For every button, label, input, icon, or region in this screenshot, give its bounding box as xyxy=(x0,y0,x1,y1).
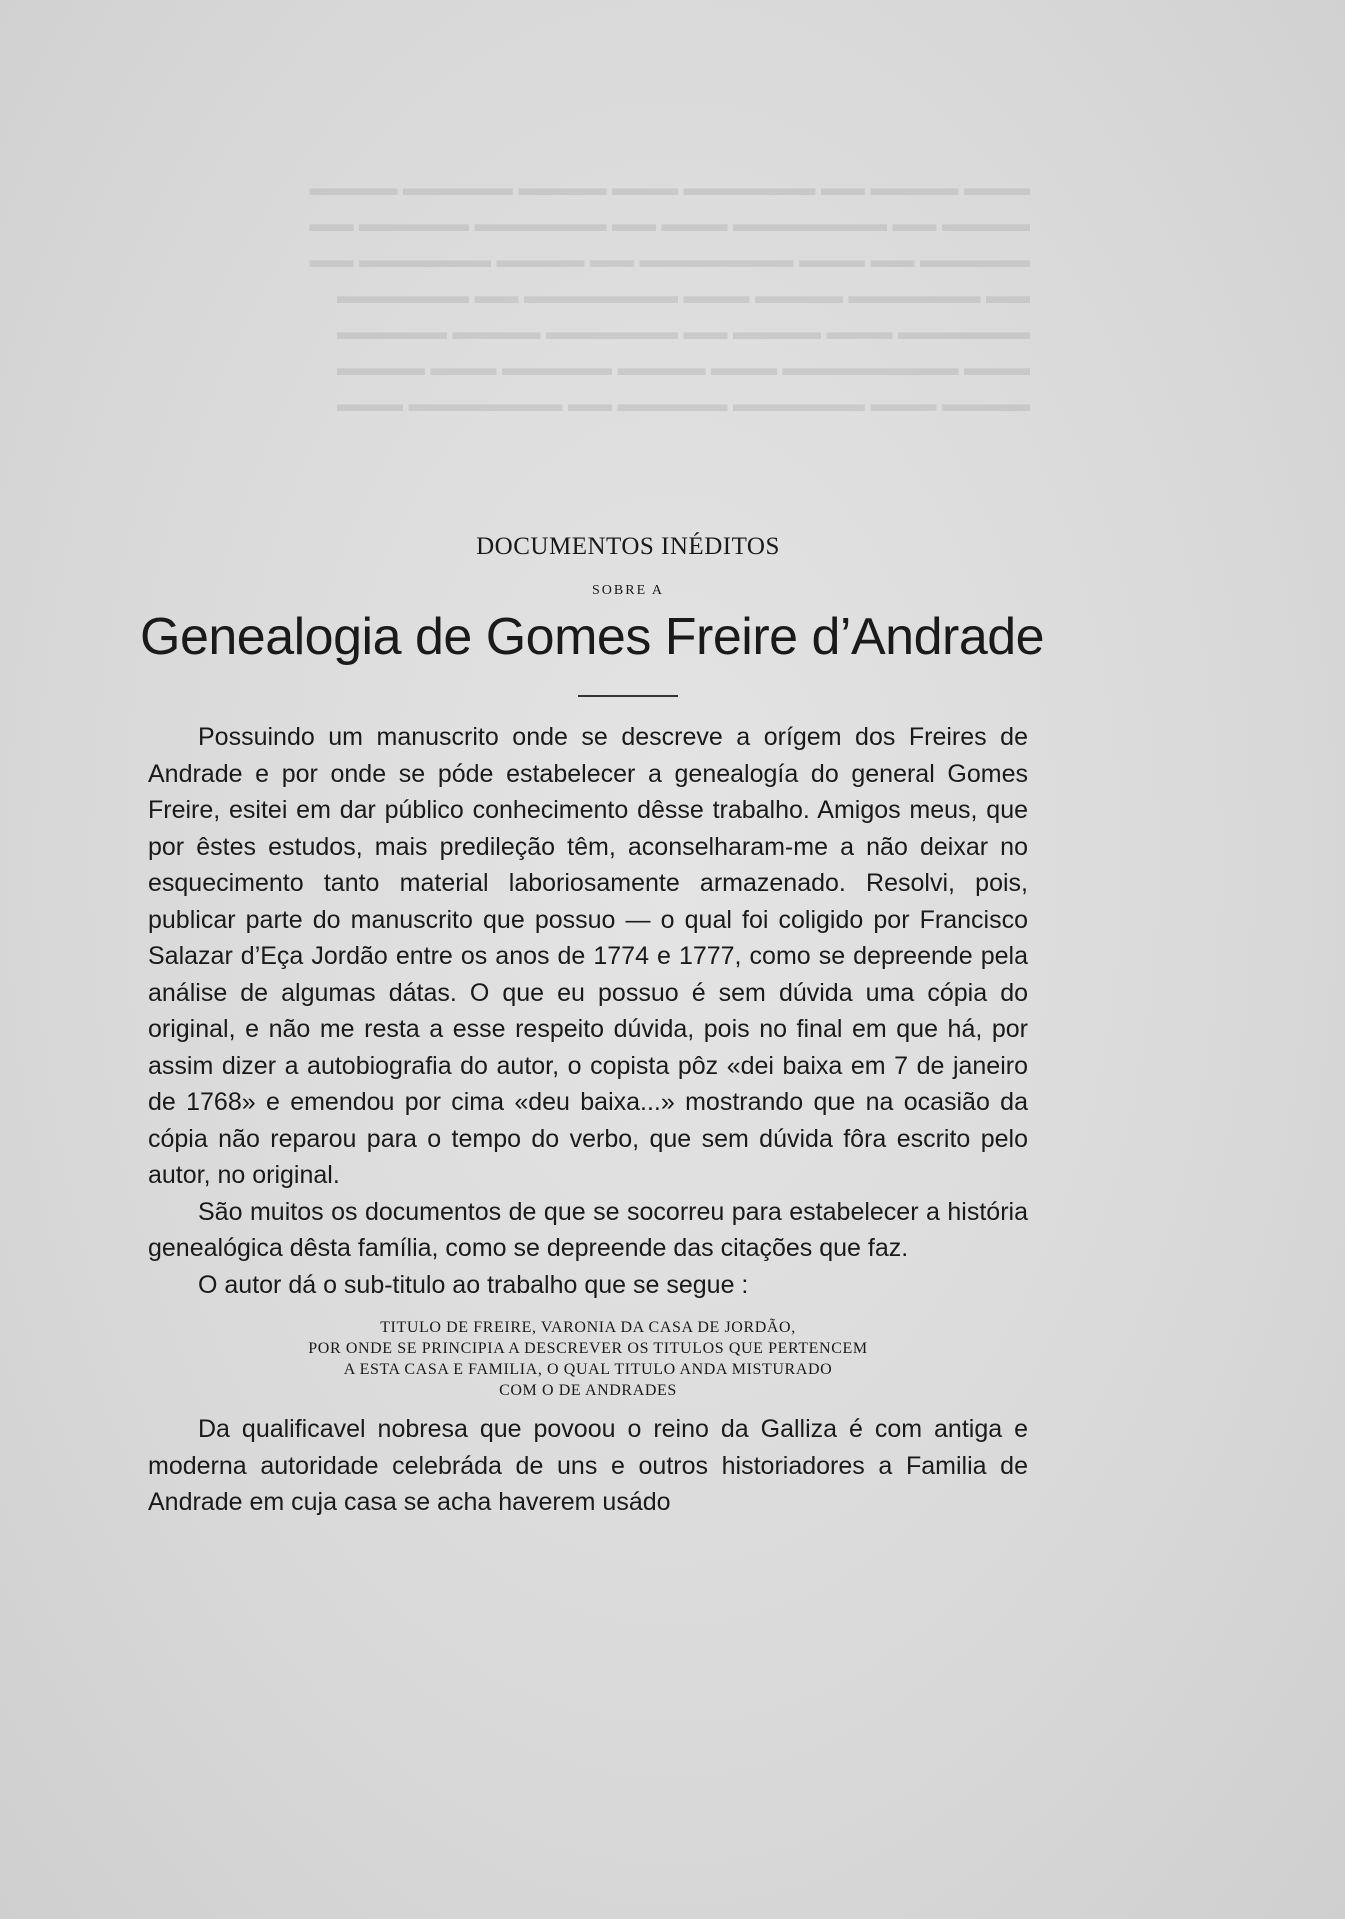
paragraph-intro: Possuindo um manuscrito onde se descreve a orígem dos Freires de Andrade e por onde se póde estabelecer a genealogía do general Gomes Freire, esitei em dar público conhecimento dêsse trabalho. Amigos meus, que por êstes estudos, mais predileção têm, aconselharam-me a não deixar no esquecimento tanto material laboriosamente armazenado. Resolvi, pois, publicar parte do manuscrito que possuo — o qual foi coligido por Francisco Salazar d’Eça Jordão entre os anos de 1774 e 1777, como se depreende pela análise de algumas dátas. O que eu possuo é sem dúvida uma cópia do original, e não me resta a esse respeito dúvida, pois no final em que há, por assim dizer a autobiografia do autor, o copista pôz «dei baixa em 7 de janeiro de 1768» e emendou por cima «deu baixa...» mostrando que na ocasião da cópia não reparou para o tempo do verbo, que sem dúvida fôra escrito pelo autor, no original. xyxy=(148,723,1028,1189)
paragraph-subtitle-lead: O autor dá o sub-titulo ao trabalho que se segue : xyxy=(198,1270,749,1299)
subtitle-line: TITULO DE FREIRE, VARONIA DA CASA DE JORDÃO, xyxy=(380,1319,796,1336)
article xyxy=(140,525,1045,1521)
article-title: Genealogia de Gomes Freire d’Andrade xyxy=(140,608,1045,666)
title-divider xyxy=(578,695,678,697)
show-through-texture: ▬▬▬ ▬▬▬▬ ▬▬ ▬▬▬▬▬▬ ▬▬▬ ▬▬▬▬ ▬▬▬▬▬ ▬▬▬▬ ▬▬▬▬ ▬▬ ▬▬▬▬▬▬▬ ▬▬▬ ▬▬ ▬▬▬▬▬▬ ▬▬▬▬▬ ▬▬ ▬▬▬▬▬ ▬▬ ▬▬▬ ▬▬▬▬▬▬▬ ▬▬ ▬▬▬▬ ▬▬▬▬▬▬ ▬▬ ▬▬ ▬▬▬▬▬▬ ▬▬▬▬ ▬▬▬ ▬▬▬▬▬▬▬ ▬▬ ▬▬▬▬▬▬ ▬▬▬▬▬▬ ▬▬▬ ▬▬▬▬ ▬▬ ▬▬▬▬▬▬ ▬▬▬▬ ▬▬▬▬▬ ▬▬▬ ▬▬▬▬▬▬▬▬ ▬▬▬ ▬▬▬▬ ▬▬▬▬▬ ▬▬▬ ▬▬▬▬ ▬▬▬▬ ▬▬▬ ▬▬▬▬▬▬ ▬▬▬▬▬ ▬▬ ▬▬▬▬▬▬▬ ▬▬▬ xyxy=(309,175,1030,416)
subtitle-line: A ESTA CASA E FAMILIA, O QUAL TITULO ANDA MISTURADO xyxy=(343,1361,833,1378)
subtitle-line: COM O DE ANDRADES xyxy=(499,1382,677,1399)
section-heading: DOCUMENTOS INÉDITOS xyxy=(476,533,780,560)
section-subheading: SOBRE A xyxy=(592,583,664,598)
subtitle-line: POR ONDE SE PRINCIPIA A DESCREVER OS TITULOS QUE PERTENCEM xyxy=(308,1340,868,1357)
paragraph-manuscript-start: Da qualificavel nobresa que povoou o reino da Galliza é com antiga e moderna autoridade celebráda de uns e outros historiadores a Familia de Andrade em cuja casa se acha haverem usádo xyxy=(148,1415,1028,1516)
paragraph-documents: São muitos os documentos de que se socorreu para estabelecer a história genealógica dêsta família, como se depreende das citações que faz. xyxy=(148,1197,1028,1262)
subtitle-block xyxy=(148,1317,1028,1401)
